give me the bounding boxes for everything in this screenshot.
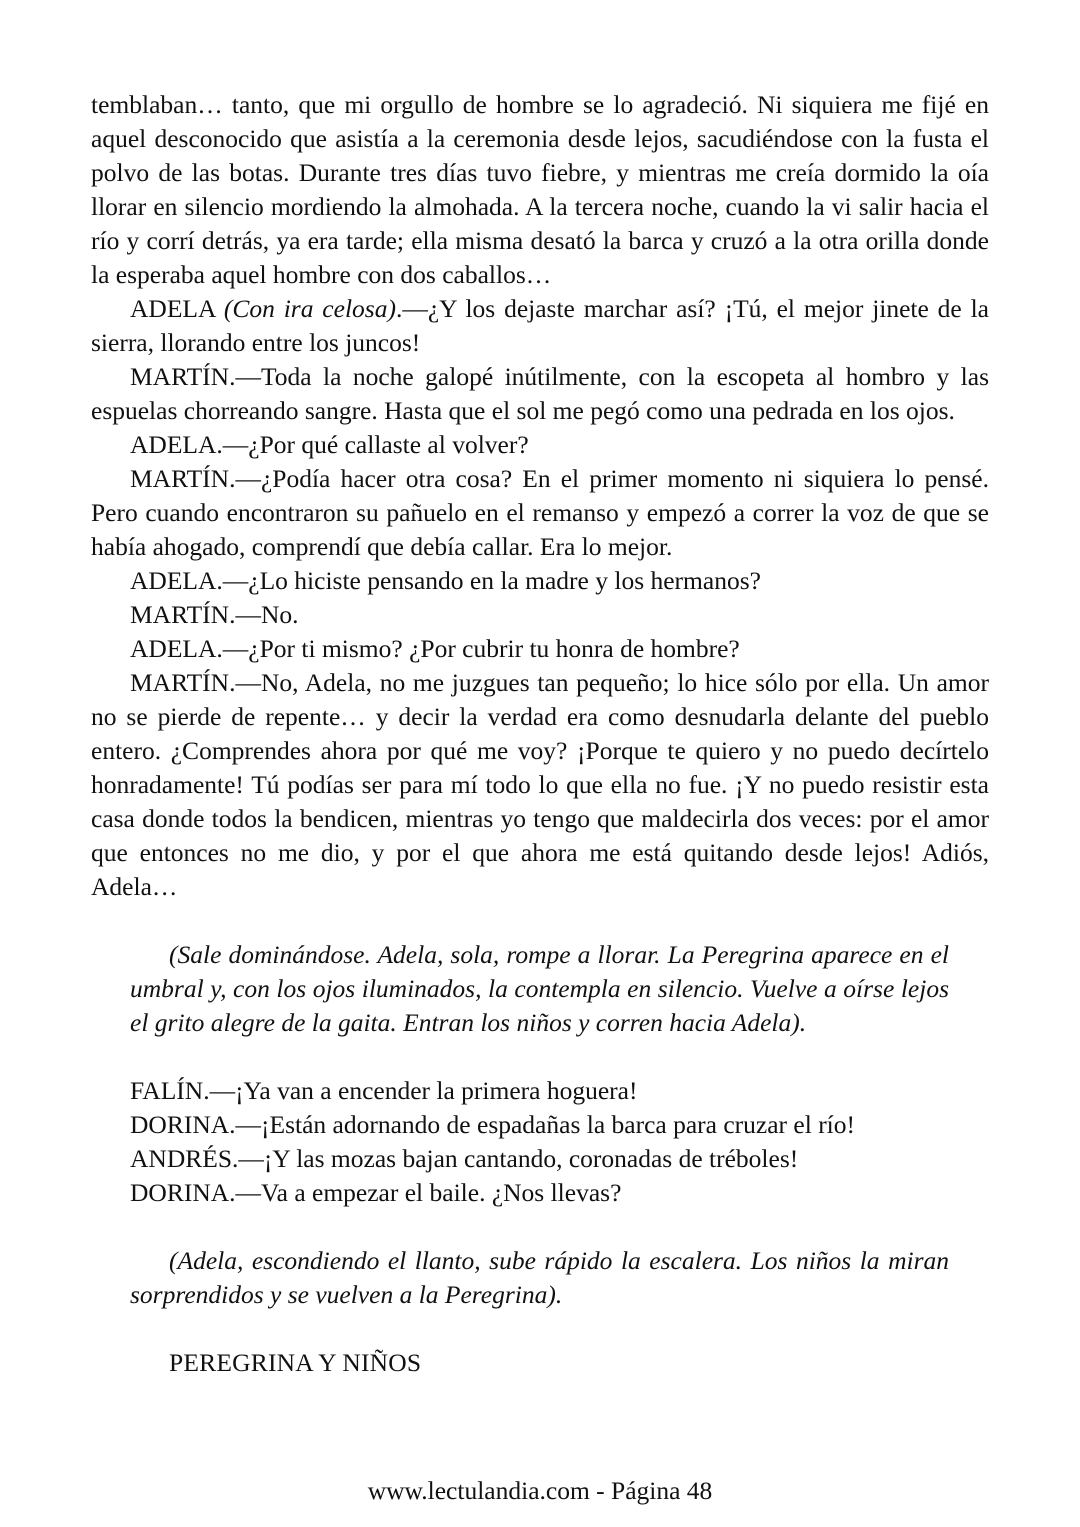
dialogue-line-falin: FALÍN.—¡Ya van a encender la primera hoguera! (130, 1076, 638, 1105)
dialogue-line-martin (91, 598, 989, 632)
dialogue-text: .—¿Por ti mismo? ¿Por cubrir tu honra de hombre? (216, 634, 740, 663)
dialogue-line-adela (91, 632, 989, 666)
speaker-name: MARTÍN (130, 600, 230, 629)
scene-title: PEREGRINA Y NIÑOS (169, 1348, 422, 1377)
speaker-name: MARTÍN (130, 668, 230, 697)
speaker-name: MARTÍN (130, 362, 230, 391)
dialogue-line-adela (91, 428, 989, 462)
speaker-name: ADELA (130, 634, 217, 663)
dialogue-text: .—¿Por qué callaste al volver? (216, 430, 529, 459)
page-footer: www.lectulandia.com - Página 48 (367, 1476, 713, 1505)
dialogue-text: .—No, Adela, no me juzgues tan pequeño; lo hice sólo por ella. Un amor no se pierde de repente… y decir la verdad era como desnudarla delante del pueblo entero. ¿Comprendes ahora por qué me voy? ¡Porque te quiero y no puedo decírtelo honradamente! Tú podías ser para mí todo lo que ella no fue. ¡Y no puedo resistir esta casa donde todos la bendicen, mientras yo tengo que maldecirla dos veces: por el amor que entonces no me dio, y por el que ahora me está quitando desde lejos! Adiós, Adela… (91, 668, 989, 901)
speaker-note: (Con ira celosa) (223, 294, 396, 323)
dialogue-text: .—Toda la noche galopé inútilmente, con la escopeta al hombro y las espuelas chorreando sangre. Hasta que el sol me pegó como una pedrada en los ojos. (91, 362, 989, 425)
dialogue-text: .—¿Y los dejaste marchar así? ¡Tú, el mejor jinete de la sierra, llorando entre los juncos! (91, 294, 989, 357)
stage-direction: (Adela, escondiendo el llanto, sube rápido la escalera. Los niños la miran sorprendidos y se vuelven a la Peregrina). (130, 1246, 949, 1309)
dialogue-line-martin (91, 666, 989, 904)
dialogue-line-dorina: DORINA.—Va a empezar el baile. ¿Nos llevas? (130, 1178, 622, 1207)
children-dialogue (130, 1074, 989, 1210)
dialogue-line-adela (91, 564, 989, 598)
narrative-paragraph: temblaban… tanto, que mi orgullo de hombre se lo agradeció. Ni siquiera me fijé en aquel desconocido que asistía a la ceremonia desde lejos, sacudiéndose con la fusta el polvo de las botas. Durante tres días tuvo fiebre, y mientras me creía dormido la oía llorar en silencio mordiendo la almohada. A la tercera noche, cuando la vi salir hacia el río y corrí detrás, ya era tarde; ella misma desató la barca y cruzó a la otra orilla donde la esperaba aquel hombre con dos caballos… (91, 90, 989, 289)
speaker-name: ADELA (130, 294, 215, 323)
dialogue-line-dorina: DORINA.—¡Están adornando de espadañas la barca para cruzar el río! (130, 1110, 856, 1139)
dialogue-line-martin (91, 360, 989, 428)
dialogue-text: .—¿Podía hacer otra cosa? En el primer momento ni siquiera lo pensé. Pero cuando encontraron su pañuelo en el remanso y empezó a correr la voz de que se había ahogado, comprendí que debía callar. Era lo mejor. (91, 464, 989, 561)
page-body (91, 88, 989, 1380)
speaker-name: ADELA (130, 430, 217, 459)
dialogue-text: .—No. (229, 600, 299, 629)
dialogue-line-andres: ANDRÉS.—¡Y las mozas bajan cantando, coronadas de tréboles! (130, 1144, 799, 1173)
dialogue-text: .—¿Lo hiciste pensando en la madre y los hermanos? (216, 566, 761, 595)
speaker-name: ADELA (130, 566, 217, 595)
dialogue-line-martin (91, 462, 989, 564)
stage-direction: (Sale dominándose. Adela, sola, rompe a llorar. La Peregrina aparece en el umbral y, con los ojos iluminados, la contempla en silencio. Vuelve a oírse lejos el grito alegre de la gaita. Entran los niños y corren hacia Adela). (130, 940, 949, 1037)
dialogue-line-adela (91, 292, 989, 360)
speaker-name: MARTÍN (130, 464, 230, 493)
